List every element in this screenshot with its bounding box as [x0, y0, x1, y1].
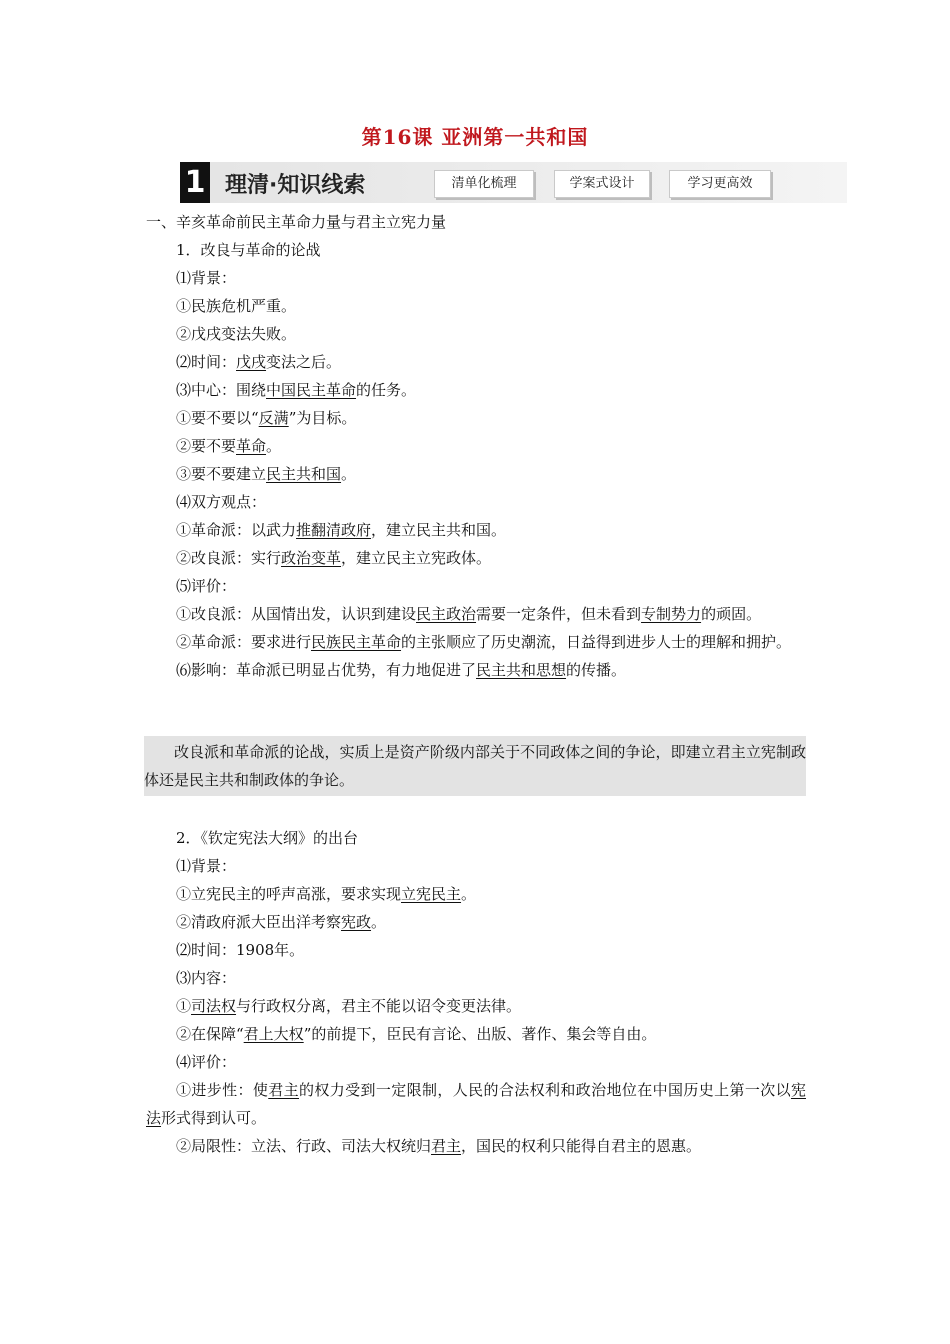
tag-checklist: 清单化梳理	[434, 170, 534, 198]
text-line: ①民族危机严重。	[176, 297, 297, 315]
tag-efficient-learning: 学习更高效	[669, 170, 771, 198]
key-point-note: 改良派和革命派的论战，实质上是资产阶级内部关于不同政体之间的争论，即建立君主立宪制政体还是民主共和制政体的争论。	[144, 736, 806, 796]
page-title: 第16课 亚洲第一共和国	[361, 125, 589, 149]
underlined-answer: 革命	[236, 437, 267, 455]
heading-debate: 1．改良与革命的论战	[176, 241, 321, 259]
text-line: ⑴背景：	[176, 857, 237, 875]
text-paragraph: ①进步性：使君主的权力受到一定限制，人民的合法权利和政治地位在中国历史上第一次以宪法形式得到认可。	[146, 1081, 806, 1127]
text-line: ⑷评价：	[176, 1053, 237, 1071]
text-line: ①司法权与行政权分离，君主不能以诏令变更法律。	[176, 997, 522, 1015]
section-banner	[180, 162, 847, 203]
text-line: ⑶内容：	[176, 969, 237, 987]
text-line: ②要不要革命。	[176, 437, 282, 455]
underlined-answer: 专制势力	[641, 605, 702, 623]
text-line: ②改良派：实行政治变革，建立民主立宪政体。	[176, 549, 492, 567]
text-line: ①立宪民主的呼声高涨，要求实现立宪民主。	[176, 885, 477, 903]
text-paragraph: ⑹影响：革命派已明显占优势，有力地促进了民主共和思想的传播。	[176, 661, 627, 679]
text-line: ①革命派：以武力推翻清政府，建立民主共和国。	[176, 521, 507, 539]
tag-study-plan: 学案式设计	[554, 170, 650, 198]
underlined-answer: 民族民主革命	[311, 633, 402, 651]
text-paragraph: ②局限性：立法、行政、司法大权统归君主，国民的权利只能得自君主的恩惠。	[176, 1137, 702, 1155]
text-line: ⑵时间：戊戌变法之后。	[176, 353, 342, 371]
text-line: ⑵时间：1908年。	[176, 941, 305, 959]
underlined-answer: 宪政	[341, 913, 372, 931]
text-line: ②在保障“君上大权”的前提下，臣民有言论、出版、著作、集会等自由。	[176, 1025, 657, 1043]
underlined-answer: 民主共和思想	[476, 661, 567, 679]
underlined-answer: 推翻清政府	[296, 521, 372, 539]
underlined-answer: 君主	[431, 1137, 462, 1155]
underlined-answer: 反满	[258, 409, 289, 427]
text-line: ⑶中心：围绕中国民主革命的任务。	[176, 381, 417, 399]
underlined-answer: 司法权	[191, 997, 237, 1015]
text-line: ⑷双方观点：	[176, 493, 267, 511]
underlined-answer: 中国民主革命	[266, 381, 357, 399]
heading-constitution-outline: 2．《钦定宪法大纲》的出台	[176, 829, 359, 847]
text-line: ①要不要以“反满”为目标。	[176, 409, 357, 427]
text-paragraph: ②革命派：要求进行民族民主革命的主张顺应了历史潮流，日益得到进步人士的理解和拥护。	[176, 633, 792, 651]
text-line: ③要不要建立民主共和国。	[176, 465, 357, 483]
underlined-answer: 君上大权	[243, 1025, 304, 1043]
text-line: ⑸评价：	[176, 577, 237, 595]
underlined-answer: 政治变革	[281, 549, 342, 567]
document-body	[146, 208, 806, 1160]
underlined-answer: 立宪民主	[401, 885, 462, 903]
underlined-answer: 宪法	[146, 1081, 806, 1127]
underlined-answer: 君主	[268, 1081, 299, 1099]
section-number-badge: 1	[180, 162, 210, 203]
heading-section-one: 一、辛亥革命前民主革命力量与君主立宪力量	[146, 213, 447, 231]
underlined-answer: 民主政治	[416, 605, 477, 623]
underlined-answer: 戊戌	[236, 353, 267, 371]
text-paragraph: ①改良派：从国情出发，认识到建设民主政治需要一定条件，但未看到专制势力的顽固。	[176, 605, 762, 623]
section-title: 理清·知识线索	[225, 173, 366, 198]
text-line: ②戊戌变法失败。	[176, 325, 297, 343]
underlined-answer: 民主共和国	[266, 465, 342, 483]
text-line: ⑴背景：	[176, 269, 237, 287]
text-line: ②清政府派大臣出洋考察宪政。	[176, 913, 387, 931]
